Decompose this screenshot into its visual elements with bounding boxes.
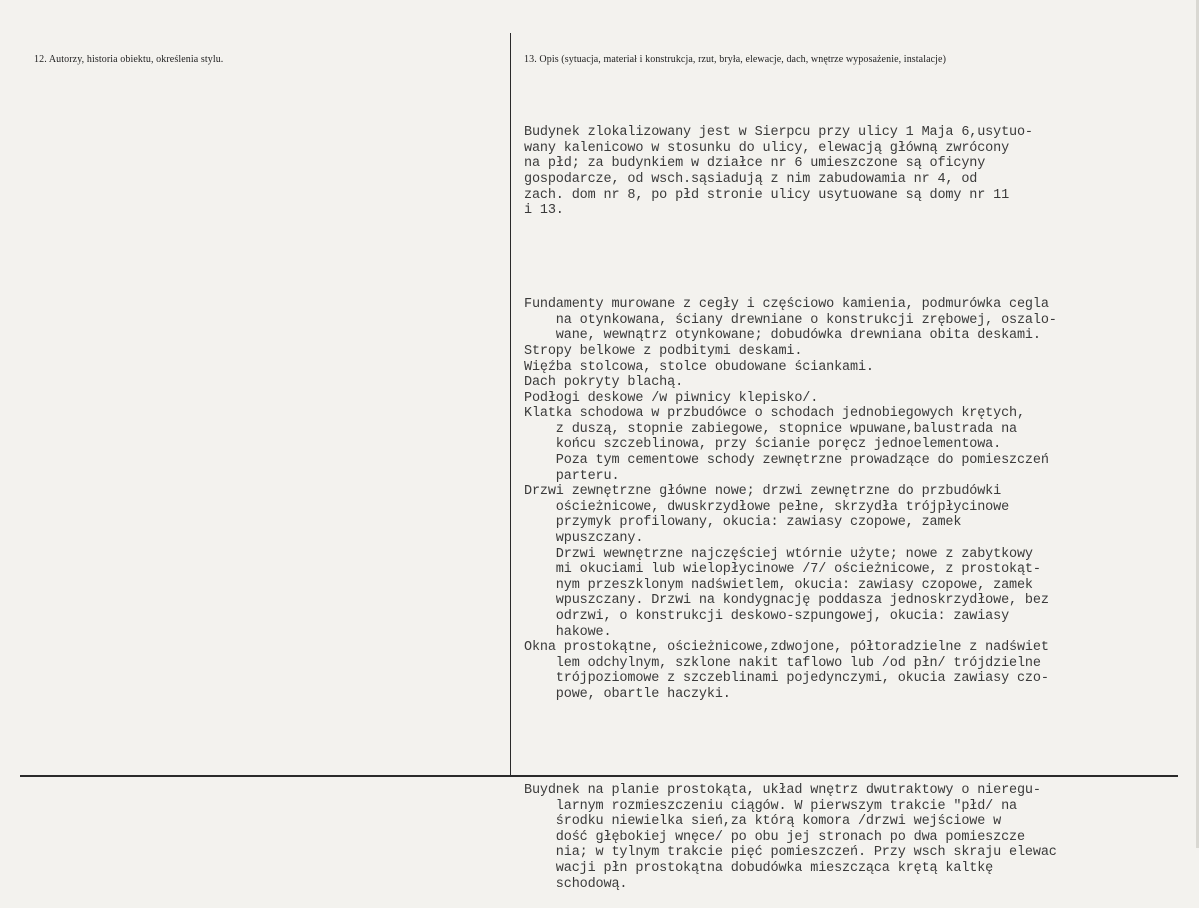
paragraph-plan-layout: Buydnek na planie prostokąta, układ wnętrz dwutraktowy o nieregu- larnym rozmieszczeniu ciągów. W pierwszym trakcie "płd/ na środku niewielka sień,za którą komora /drzwi wejściowe w dość głębokiej wnęce/ po obu jej stronach po dwa pomieszcze nia; w tylnym trakcie pięć pomieszczeń. Przy wsch skraju elewac wacji płn prostokątna dobudówka mieszcząca krętą kaltkę schodową. [524,782,1057,892]
section-header-authors-history: 12. Autorzy, historia obiektu, określenia stylu. [34,54,224,65]
paragraph-gap [524,734,1196,752]
typewritten-description [524,94,1196,908]
section-header-description: 13. Opis (sytuacja, materiał i konstrukcja, rzut, bryła, elewacje, dach, wnętrze wyposażenie, instalacje) [524,54,946,65]
paragraph-gap [524,250,1196,266]
paragraph-materials-construction: Fundamenty murowane z cegły i częściowo kamienia, podmurówka cegla na otynkowana, ściany drewniane o konstrukcji zrębowej, oszalo- wane, wewnątrz otynkowane; dobudówka drewniana obita deskami. Stropy belkowe z podbitymi deskami. Więźba stolcowa, stolce obudowane ściankami. Dach pokryty blachą. Podłogi deskowe /w piwnicy klepisko/. Klatka schodowa w przbudówce o schodach jednobiegowych krętych, z duszą, stopnie zabiegowe, stopnice wpuwane,balustrada na końcu szczeblinowa, przy ścianie poręcz jednoelementowa. Poza tym cementowe schody zewnętrzne prowadzące do pomieszczeń parteru. Drzwi zewnętrzne główne nowe; drzwi zewnętrzne do przbudówki ościeżnicowe, dwuskrzydłowe pełne, skrzydła trójpłycinowe przymyk profilowany, okucia: zawiasy czopowe, zamek wpuszczany. Drzwi wewnętrzne najczęściej wtórnie użyte; nowe z zabytkowy mi okuciami lub wielopłycinowe /7/ ościeżnicowe, z prostokąt- nym przeszklonym nadświetlem, okucia: zawiasy czopowe, zamek wpuszczany. Drzwi na kondygnację poddasza jednoskrzydłowe, bez odrzwi, o konstrukcji deskowo-szpungowej, okucia: zawiasy hakowe. Okna prostokątne, ościeżnicowe,zdwojone, półtoradzielne z nadświet lem odchylnym, szklone nakit taflowo lub /od płn/ trójdzielne trójpoziomowe z szczeblinami pojedynczymi, okucia zawiasy czo- powe, obartle haczyki. [524,297,1057,702]
column-divider [510,33,511,775]
paragraph-location: Budynek zlokalizowany jest w Sierpcu przy ulicy 1 Maja 6,usytuo- wany kalenicowo w stosunku do ulicy, elewacją główną zwrócony na płd; za budynkiem w działce nr 6 umieszczone są oficyny gospodarcze, od wsch.sąsiadują z nim zabudowamia nr 4, od zach. dom nr 8, po płd stronie ulicy usytuowane są domy nr 11 i 13. [524,125,1033,219]
